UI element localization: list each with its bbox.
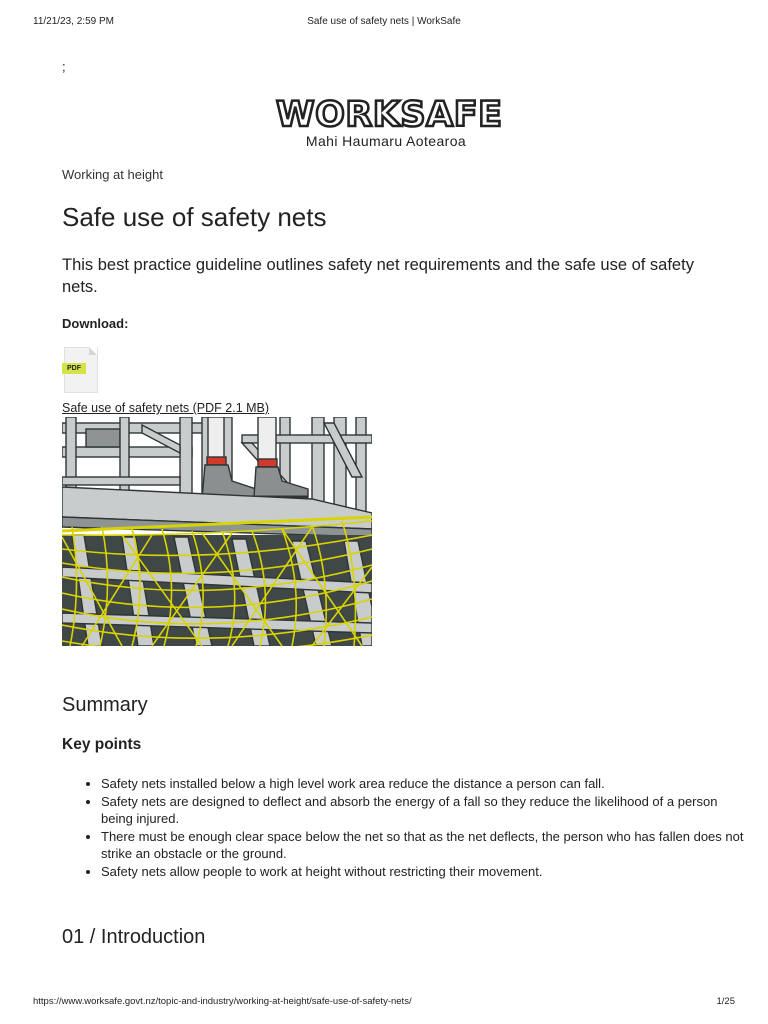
pdf-page-fold (89, 347, 97, 355)
print-url: https://www.worksafe.govt.nz/topic-and-industry/working-at-height/safe-use-of-safety-nets/ (33, 996, 412, 1007)
page-title: Safe use of safety nets (62, 202, 327, 232)
summary-heading: Summary (62, 694, 148, 716)
safety-net-illustration (62, 417, 372, 646)
download-label: Download: (62, 316, 129, 331)
pdf-file-icon[interactable] (62, 347, 100, 393)
breadcrumb[interactable]: Working at height (62, 167, 163, 182)
list-item: • Safety nets installed below a high level work area reduce the distance a person can fall. (101, 775, 751, 793)
lead-paragraph: This best practice guideline outlines safety net requirements and the safe use of safety nets. (62, 256, 694, 296)
print-footer (33, 996, 735, 1010)
list-item: • There must be enough clear space below the net so that as the net deflects, the person who has fallen does not strike an obstacle or the ground. (101, 828, 751, 863)
print-page-number: 1/25 (716, 996, 735, 1007)
list-item: • Safety nets allow people to work at height without restricting their movement. (101, 863, 751, 881)
print-header (33, 16, 735, 30)
print-page-title: Safe use of safety nets | WorkSafe (307, 16, 461, 27)
download-pdf-link[interactable]: Safe use of safety nets (PDF 2.1 MB) (62, 401, 270, 415)
print-date: 11/21/23, 2:59 PM (33, 16, 114, 27)
logo-tagline: Mahi Haumaru Aotearoa (305, 133, 467, 149)
list-item: • Safety nets are designed to deflect and absorb the energy of a fall so they reduce the likelihood of a person being injured. (101, 793, 751, 828)
key-points-heading: Key points (62, 736, 142, 753)
pdf-badge: PDF (62, 363, 86, 374)
key-points-list (62, 775, 751, 880)
logo-wordmark: WORKSAFE (276, 95, 503, 135)
introduction-heading: 01 / Introduction (62, 926, 206, 948)
worksafe-logo[interactable] (276, 95, 503, 150)
stray-semicolon: ; (62, 59, 66, 74)
